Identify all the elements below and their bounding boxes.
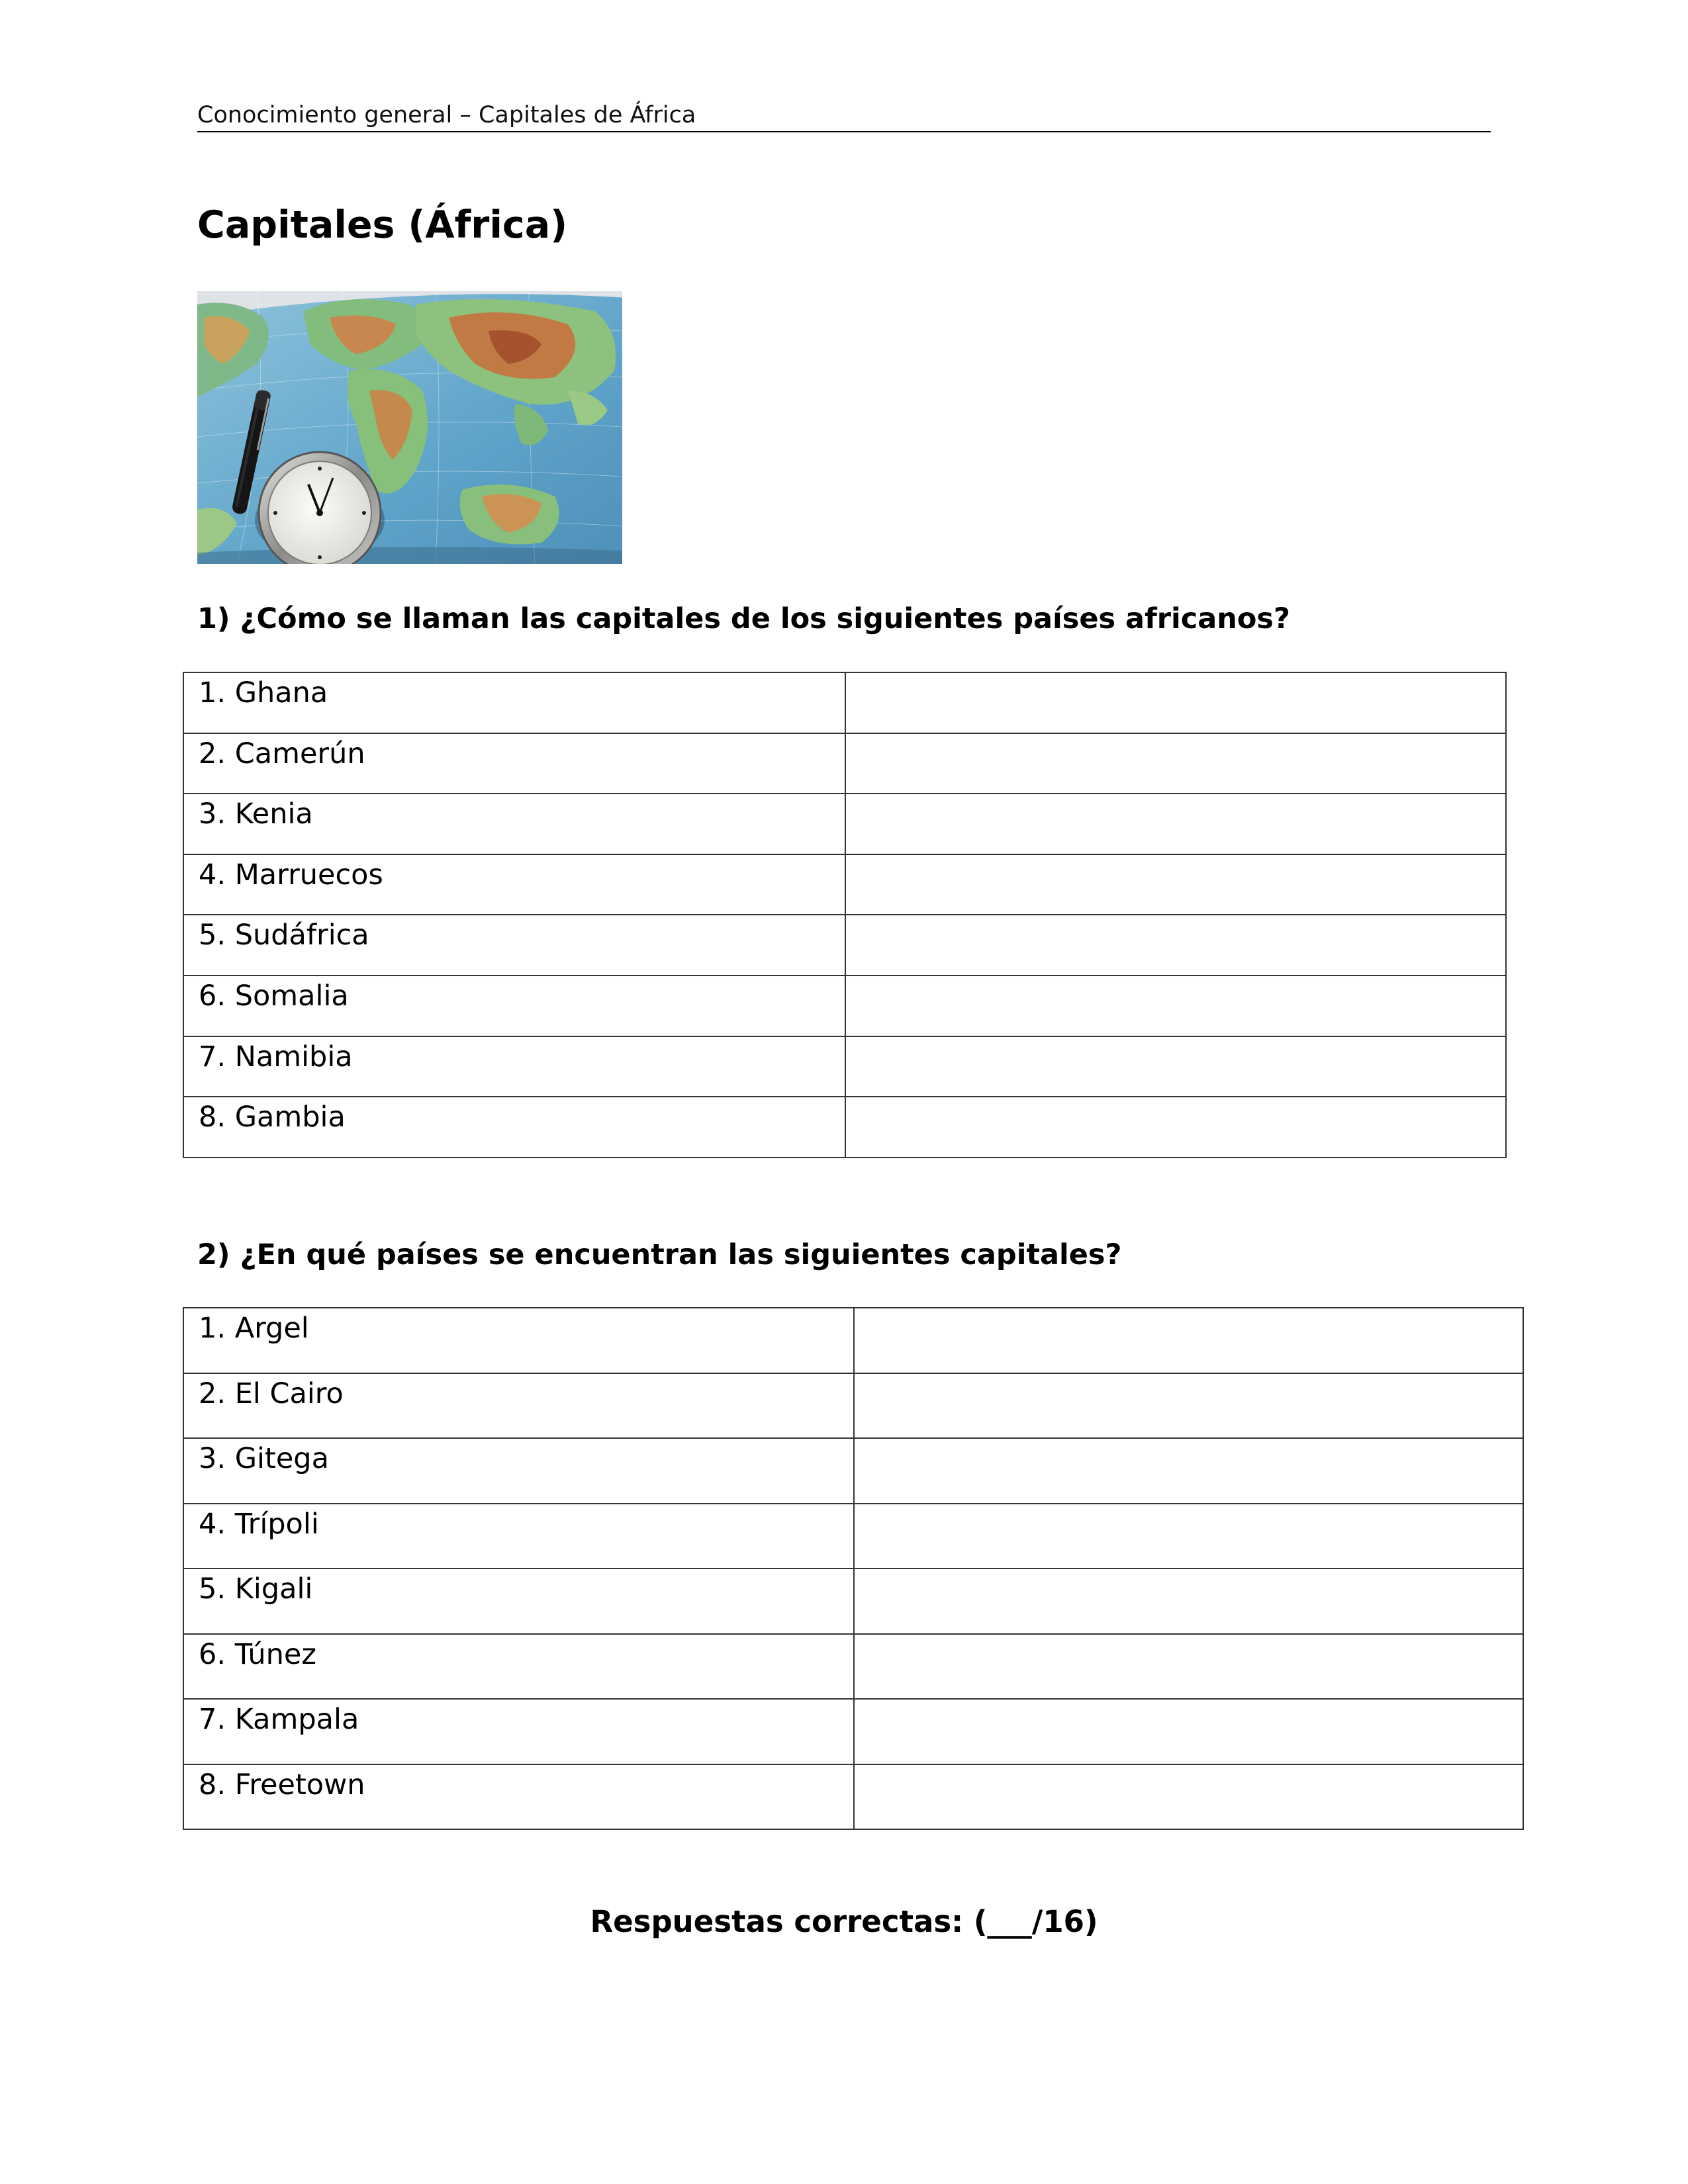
capital-answer-cell[interactable] xyxy=(845,915,1506,976)
question-1: 1) ¿Cómo se llaman las capitales de los siguientes países africanos? xyxy=(197,602,1290,635)
table-row xyxy=(183,1504,1523,1569)
country-answer-cell[interactable] xyxy=(854,1764,1523,1830)
country-label: 3. Kenia xyxy=(183,794,845,854)
table-row xyxy=(183,1308,1523,1373)
capital-label: 5. Kigali xyxy=(183,1569,854,1634)
question-2: 2) ¿En qué países se encuentran las siguientes capitales? xyxy=(197,1238,1122,1271)
table-row xyxy=(183,1097,1506,1158)
capital-label: 2. El Cairo xyxy=(183,1373,854,1439)
capital-answer-cell[interactable] xyxy=(845,1036,1506,1097)
capital-label: 1. Argel xyxy=(183,1308,854,1373)
table-row xyxy=(183,794,1506,854)
capital-label: 6. Túnez xyxy=(183,1634,854,1700)
capital-label: 8. Freetown xyxy=(183,1764,854,1830)
capital-answer-cell[interactable] xyxy=(845,1097,1506,1158)
table-row xyxy=(183,1634,1523,1700)
table-row xyxy=(183,1569,1523,1634)
country-label: 6. Somalia xyxy=(183,976,845,1036)
table-row xyxy=(183,915,1506,976)
world-map-photo xyxy=(197,291,622,564)
capital-answer-cell[interactable] xyxy=(845,672,1506,733)
table-row xyxy=(183,854,1506,915)
score-line: Respuestas correctas: (___/16) xyxy=(590,1904,1098,1939)
capital-answer-cell[interactable] xyxy=(845,976,1506,1036)
country-label: 4. Marruecos xyxy=(183,854,845,915)
table-row xyxy=(183,672,1506,733)
page-title: Capitales (África) xyxy=(197,203,568,247)
capitals-table xyxy=(183,1307,1524,1830)
capital-label: 4. Trípoli xyxy=(183,1504,854,1569)
table-row xyxy=(183,733,1506,794)
country-answer-cell[interactable] xyxy=(854,1699,1523,1764)
table-row xyxy=(183,1438,1523,1504)
country-answer-cell[interactable] xyxy=(854,1634,1523,1700)
country-label: 8. Gambia xyxy=(183,1097,845,1158)
country-label: 5. Sudáfrica xyxy=(183,915,845,976)
table-row xyxy=(183,1699,1523,1764)
table-row xyxy=(183,1036,1506,1097)
capital-label: 7. Kampala xyxy=(183,1699,854,1764)
country-answer-cell[interactable] xyxy=(854,1569,1523,1634)
country-answer-cell[interactable] xyxy=(854,1438,1523,1504)
table-row xyxy=(183,1764,1523,1830)
country-answer-cell[interactable] xyxy=(854,1504,1523,1569)
country-answer-cell[interactable] xyxy=(854,1373,1523,1439)
capital-label: 3. Gitega xyxy=(183,1438,854,1504)
table-row xyxy=(183,976,1506,1036)
country-answer-cell[interactable] xyxy=(854,1308,1523,1373)
running-header: Conocimiento general – Capitales de África xyxy=(197,98,1491,132)
country-label: 2. Camerún xyxy=(183,733,845,794)
capital-answer-cell[interactable] xyxy=(845,854,1506,915)
countries-table xyxy=(183,672,1507,1158)
capital-answer-cell[interactable] xyxy=(845,733,1506,794)
country-label: 7. Namibia xyxy=(183,1036,845,1097)
capital-answer-cell[interactable] xyxy=(845,794,1506,854)
table-row xyxy=(183,1373,1523,1439)
country-label: 1. Ghana xyxy=(183,672,845,733)
